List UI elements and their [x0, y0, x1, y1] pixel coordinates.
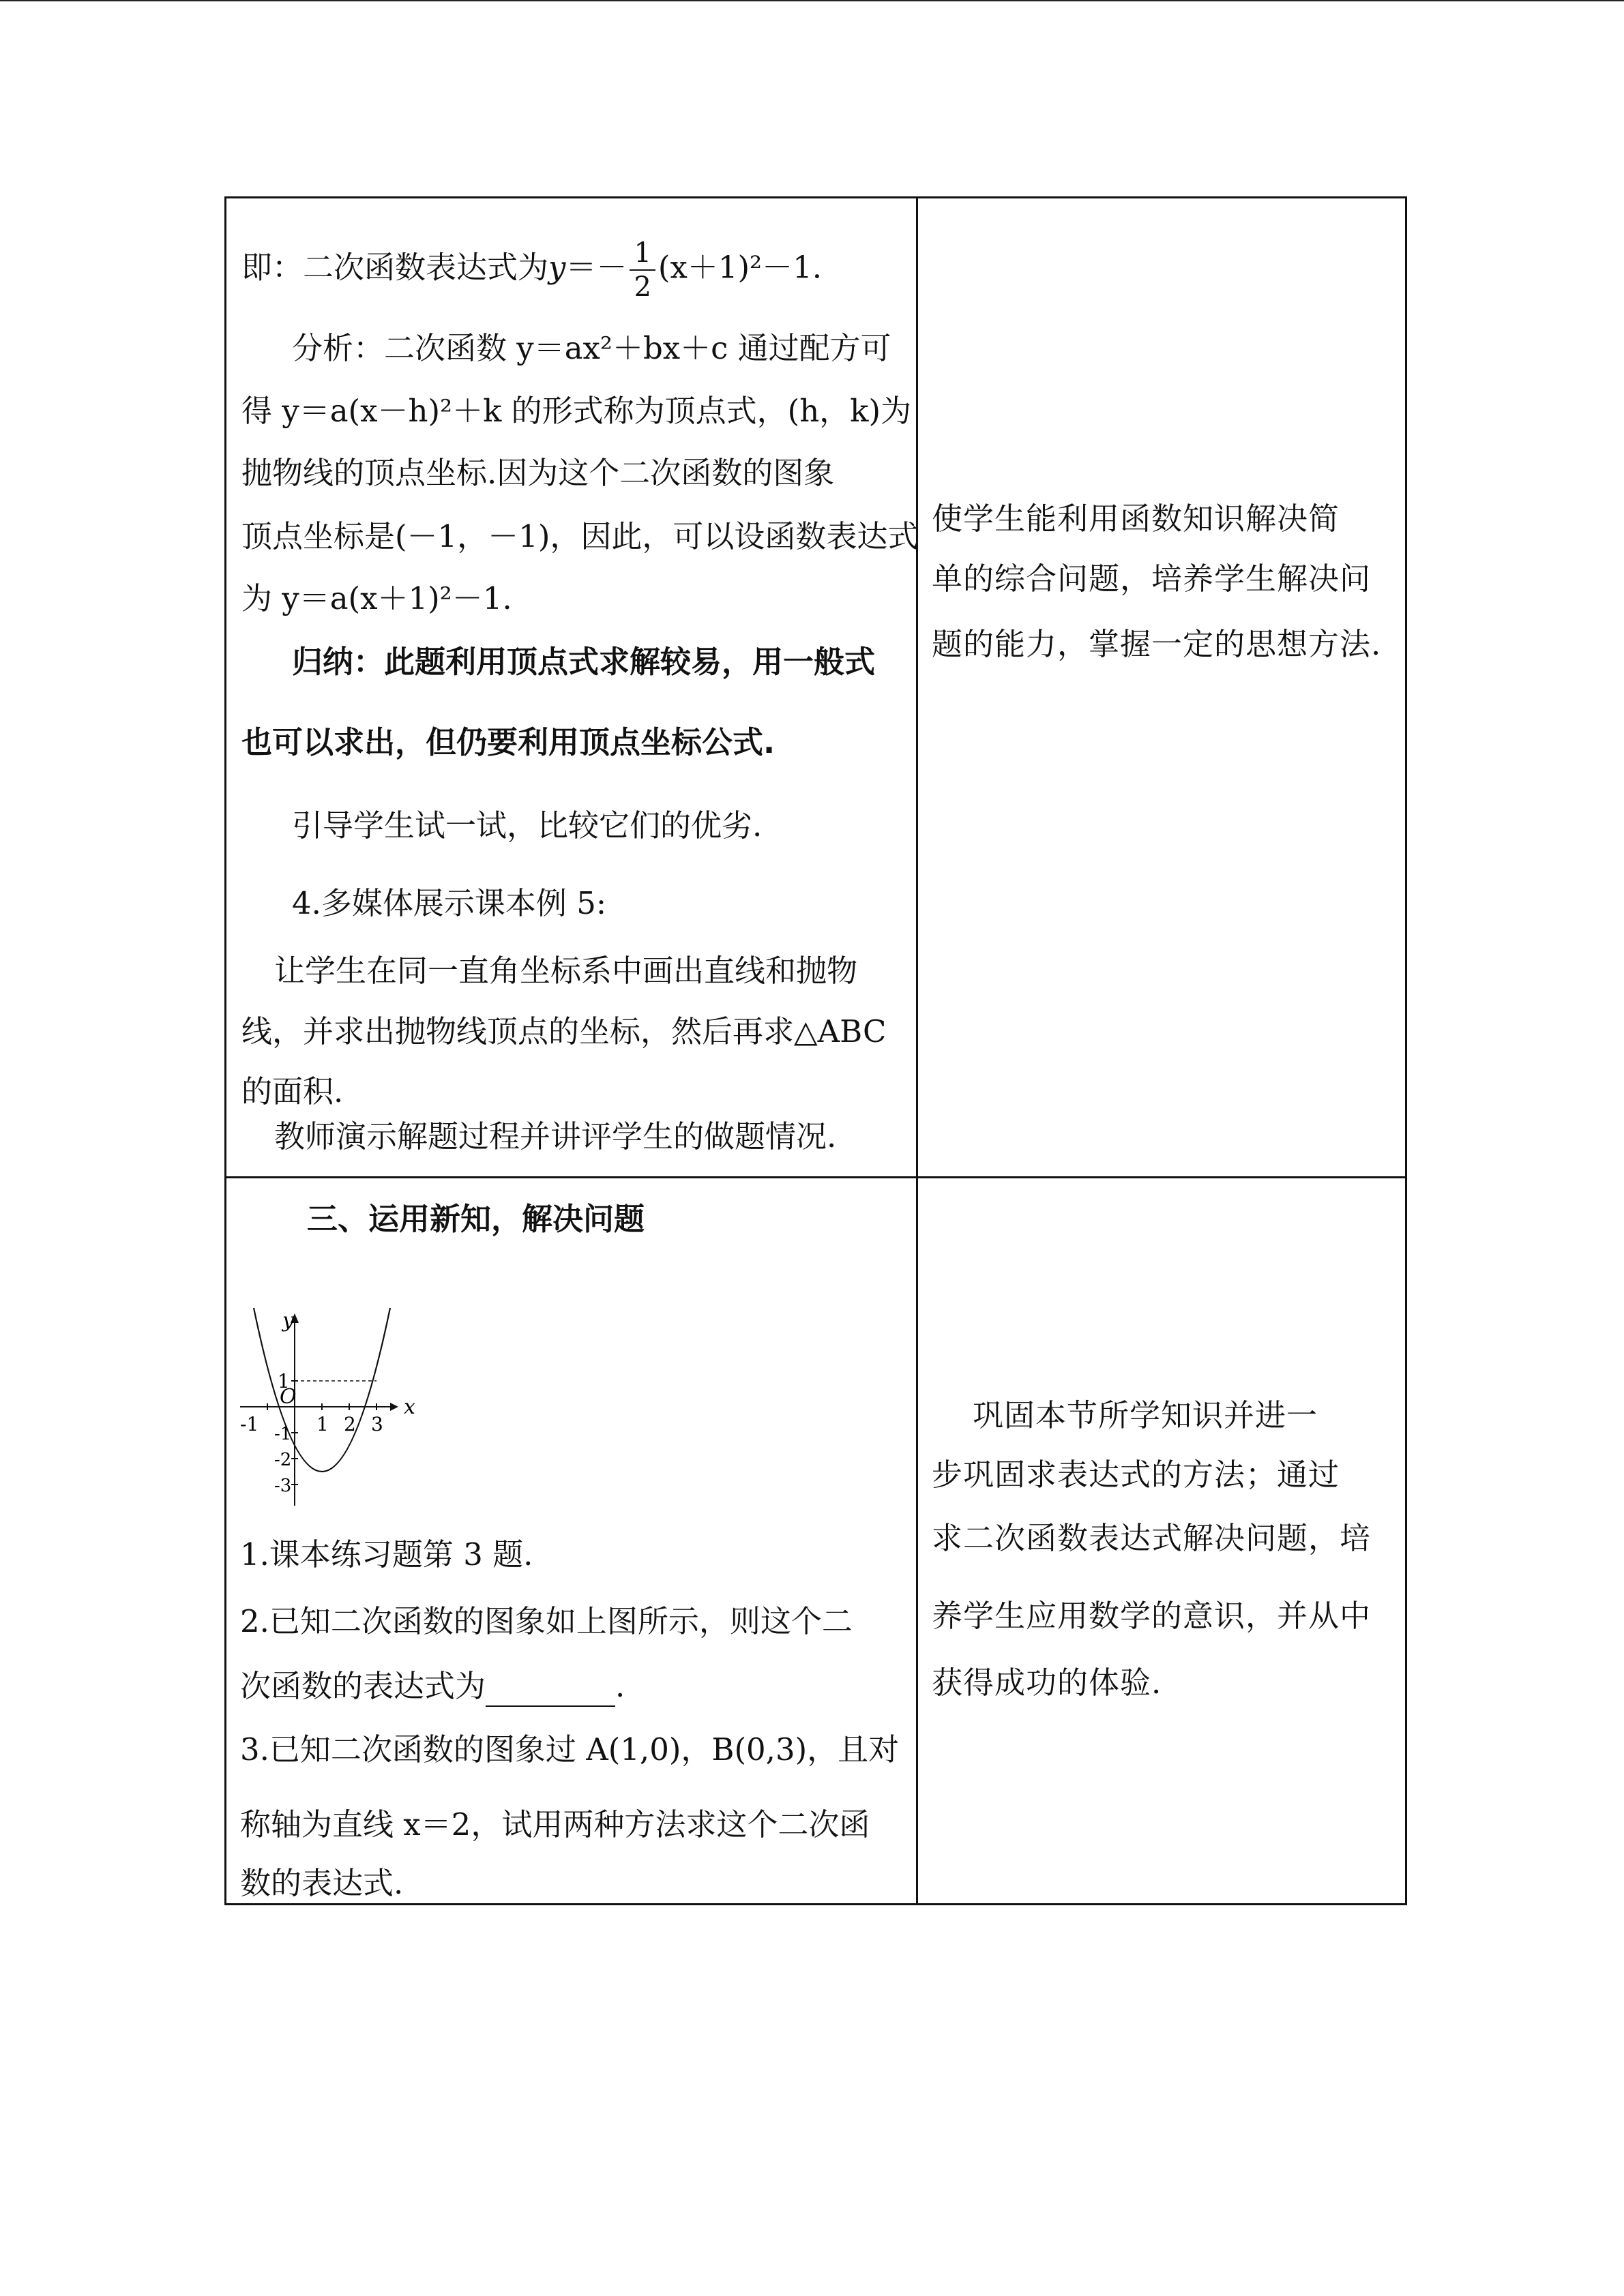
x-axis-label: x	[404, 1395, 415, 1419]
design-intent-cell	[917, 1178, 1406, 1905]
vertex-form-result: 即：二次函数表达式为y＝－ $\frac{1}{2}$ (x＋1)²－1.	[241, 237, 823, 303]
exercise-2-line: 次函数的表达式为 .	[240, 1666, 625, 1707]
x-tick-label: 2	[344, 1413, 356, 1435]
example-line: 的面积.	[241, 1073, 344, 1109]
example-line: 线，并求出抛物线顶点的坐标，然后再求△ABC	[241, 1013, 887, 1049]
practice-cell	[226, 1178, 917, 1905]
design-intent-cell	[917, 198, 1406, 1178]
table-row	[226, 198, 1406, 1178]
intent-line: 巩固本节所学知识并进一	[973, 1397, 1318, 1433]
fraction: $\frac{1}{2}$	[630, 239, 655, 301]
page-top-rule	[0, 0, 1624, 1]
example-line: 让学生在同一直角坐标系中画出直线和抛物	[274, 953, 858, 989]
exercise-3-line: 3.已知二次函数的图象过 A(1,0)，B(0,3)，且对	[240, 1731, 900, 1768]
teacher-line: 教师演示解题过程并讲评学生的做题情况.	[274, 1118, 837, 1154]
x-tick-label: 3	[371, 1413, 383, 1435]
y-axis-label: y	[282, 1309, 294, 1332]
guide-line: 引导学生试一试，比较它们的优劣.	[292, 807, 763, 844]
y-tick-label: -2	[274, 1450, 292, 1470]
intent-line: 题的能力，掌握一定的思想方法.	[932, 626, 1382, 662]
y-tick-label: -3	[274, 1476, 292, 1496]
answer-blank[interactable]	[486, 1674, 615, 1707]
x-tick-label: 1	[316, 1413, 329, 1435]
analysis-line: 顶点坐标是(－1，－1)，因此，可以设函数表达式	[241, 518, 919, 554]
analysis-line: 为 y＝a(x＋1)²－1.	[241, 580, 512, 616]
analysis-line: 分析：二次函数 y＝ax²＋bx＋c 通过配方可	[292, 330, 891, 366]
section-heading: 三、运用新知，解决问题	[307, 1201, 645, 1237]
intent-line: 获得成功的体验.	[932, 1665, 1162, 1701]
analysis-line: 得 y＝a(x－h)²＋k 的形式称为顶点式，(h，k)为	[241, 393, 912, 429]
summary-line: 也可以求出，但仍要利用顶点坐标公式.	[241, 724, 776, 760]
exercise-2-line: 2.已知二次函数的图象如上图所示，则这个二	[240, 1603, 853, 1639]
y-tick-label: 1	[278, 1370, 290, 1392]
exercise-3-line: 数的表达式.	[240, 1865, 404, 1901]
y-tick-label: -1	[274, 1424, 292, 1444]
x-tick-label: -1	[240, 1413, 259, 1435]
intent-line: 求二次函数表达式解决问题，培	[932, 1520, 1372, 1556]
intent-line: 步巩固求表达式的方法；通过	[932, 1457, 1340, 1493]
x-axis-arrow	[390, 1403, 398, 1411]
lesson-plan-table	[224, 196, 1407, 1905]
origin-label: O	[280, 1385, 297, 1409]
analysis-line: 抛物线的顶点坐标.因为这个二次函数的图象	[241, 455, 835, 491]
example-heading: 4.多媒体展示课本例 5:	[292, 885, 607, 921]
teaching-process-cell	[226, 198, 917, 1178]
parabola-curve	[254, 1308, 390, 1472]
exercise-3-line: 称轴为直线 x＝2，试用两种方法求这个二次函	[240, 1806, 870, 1843]
exercise-1: 1.课本练习题第 3 题.	[240, 1536, 533, 1572]
table-row	[226, 1178, 1406, 1905]
intent-line: 单的综合问题，培养学生解决问	[932, 561, 1372, 597]
parabola-graph	[240, 1301, 417, 1519]
intent-line: 养学生应用数学的意识，并从中	[932, 1598, 1372, 1634]
intent-line: 使学生能利用函数知识解决简	[932, 501, 1340, 537]
summary-line: 归纳：此题利用顶点式求解较易，用一般式	[292, 644, 876, 680]
